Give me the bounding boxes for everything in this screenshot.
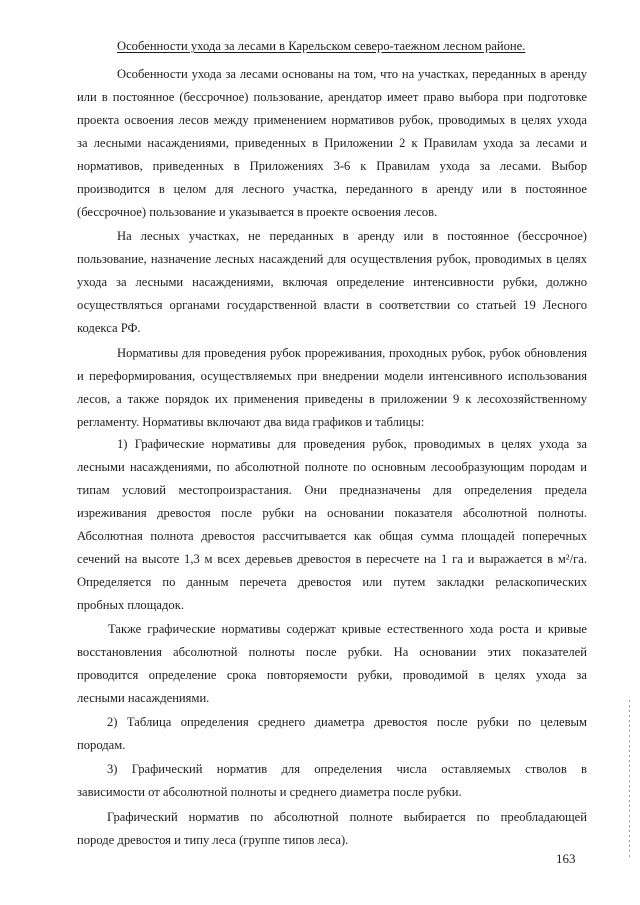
paragraph-line: Особенности ухода за лесами основаны на том, что на участках, переданных в аренду xyxy=(117,67,587,81)
paragraph-line: лесов, а также порядок их применения приведены в приложении 9 к лесохозяйственному xyxy=(77,392,587,406)
paragraph-line: Также графические нормативы содержат кривые естественного хода роста и кривые xyxy=(108,622,587,636)
paragraph-line: ухода за лесными насаждениями, включая определение интенсивности рубки, должно xyxy=(77,275,587,289)
paragraph-line: изреживания древостоя после рубки на основании показателя абсолютной полноты. xyxy=(77,506,587,520)
paragraph-line: породам. xyxy=(77,738,126,752)
paragraph-line: и переформирования, осуществляемых при внедрении модели интенсивного использования xyxy=(77,369,587,383)
paragraph-line: (бессрочное) пользование и указывается в проекте освоения лесов. xyxy=(77,205,438,219)
paragraph-line: пробных площадок. xyxy=(77,598,184,612)
paragraph-line: пользование, назначение лесных насаждений для осуществления рубок, проводимых в целях xyxy=(77,252,587,266)
paragraph-line: сечений на высоте 1,3 м всех деревьев древостоя в пересчете на 1 га и выражается в м²/га. xyxy=(77,552,587,566)
paragraph-line: проводится определение срока повторяемости рубки, проводимой в целях ухода за xyxy=(77,668,587,682)
paragraph-line: регламенту. Нормативы включают два вида графиков и таблицы: xyxy=(77,415,425,429)
paragraph-line: восстановления абсолютной полноты после рубки. На основании этих показателей xyxy=(77,645,587,659)
paragraph-line: породе древостоя и типу леса (группе типов леса). xyxy=(77,833,349,847)
paragraph-line: 3) Графический норматив для определения числа оставляемых стволов в xyxy=(107,762,587,776)
paragraph-line: 1) Графические нормативы для проведения рубок, проводимых в целях ухода за xyxy=(117,437,587,451)
paragraph-line: за лесными насаждениями, приведенных в Приложении 2 к Правилам ухода за лесами и xyxy=(77,136,587,150)
page-title: Особенности ухода за лесами в Карельском северо-таежном лесном районе. xyxy=(117,39,526,53)
page-number: 163 xyxy=(556,851,576,866)
paragraph-line: осуществляться органами государственной власти в соответствии со статьей 19 Лесного xyxy=(77,298,587,312)
paragraph-line: лесными насаждениями, по абсолютной полноте по основным лесообразующим породам и xyxy=(77,460,587,474)
paragraph-line: производится в целом для лесного участка, переданного в аренду или в постоянное xyxy=(77,182,587,196)
paragraph-line: 2) Таблица определения среднего диаметра древостоя после рубки по целевым xyxy=(107,715,587,729)
paragraph-line: кодекса РФ. xyxy=(77,321,141,335)
paragraph-line: Определяется по данным перечета древостоя или путем закладки реласкопических xyxy=(77,575,587,589)
paragraph-line: Абсолютная полнота древостоя рассчитывается как общая сумма площадей поперечных xyxy=(77,529,587,543)
paragraph-line: лесными насаждениями. xyxy=(77,691,210,705)
paragraph-line: нормативов, приведенных в Приложениях 3-6 к Правилам ухода за лесами. Выбор xyxy=(77,159,587,173)
paragraph-line: Графический норматив по абсолютной полноте выбирается по преобладающей xyxy=(107,810,587,824)
paragraph-line: или в постоянное (бессрочное) пользование, арендатор имеет право выбора при подготовке xyxy=(77,90,587,104)
paragraph-line: Нормативы для проведения рубок прореживания, проходных рубок, рубок обновления xyxy=(117,346,587,360)
paragraph-line: зависимости от абсолютной полноты и среднего диаметра после рубки. xyxy=(77,785,462,799)
scan-edge-mark xyxy=(629,700,630,860)
paragraph-line: типам условий местопроизрастания. Они предназначены для определения предела xyxy=(77,483,587,497)
paragraph-line: проекта освоения лесов между применением нормативов рубок, проводимых в целях ухода xyxy=(77,113,587,127)
paragraph-line: На лесных участках, не переданных в аренду или в постоянное (бессрочное) xyxy=(117,229,587,243)
